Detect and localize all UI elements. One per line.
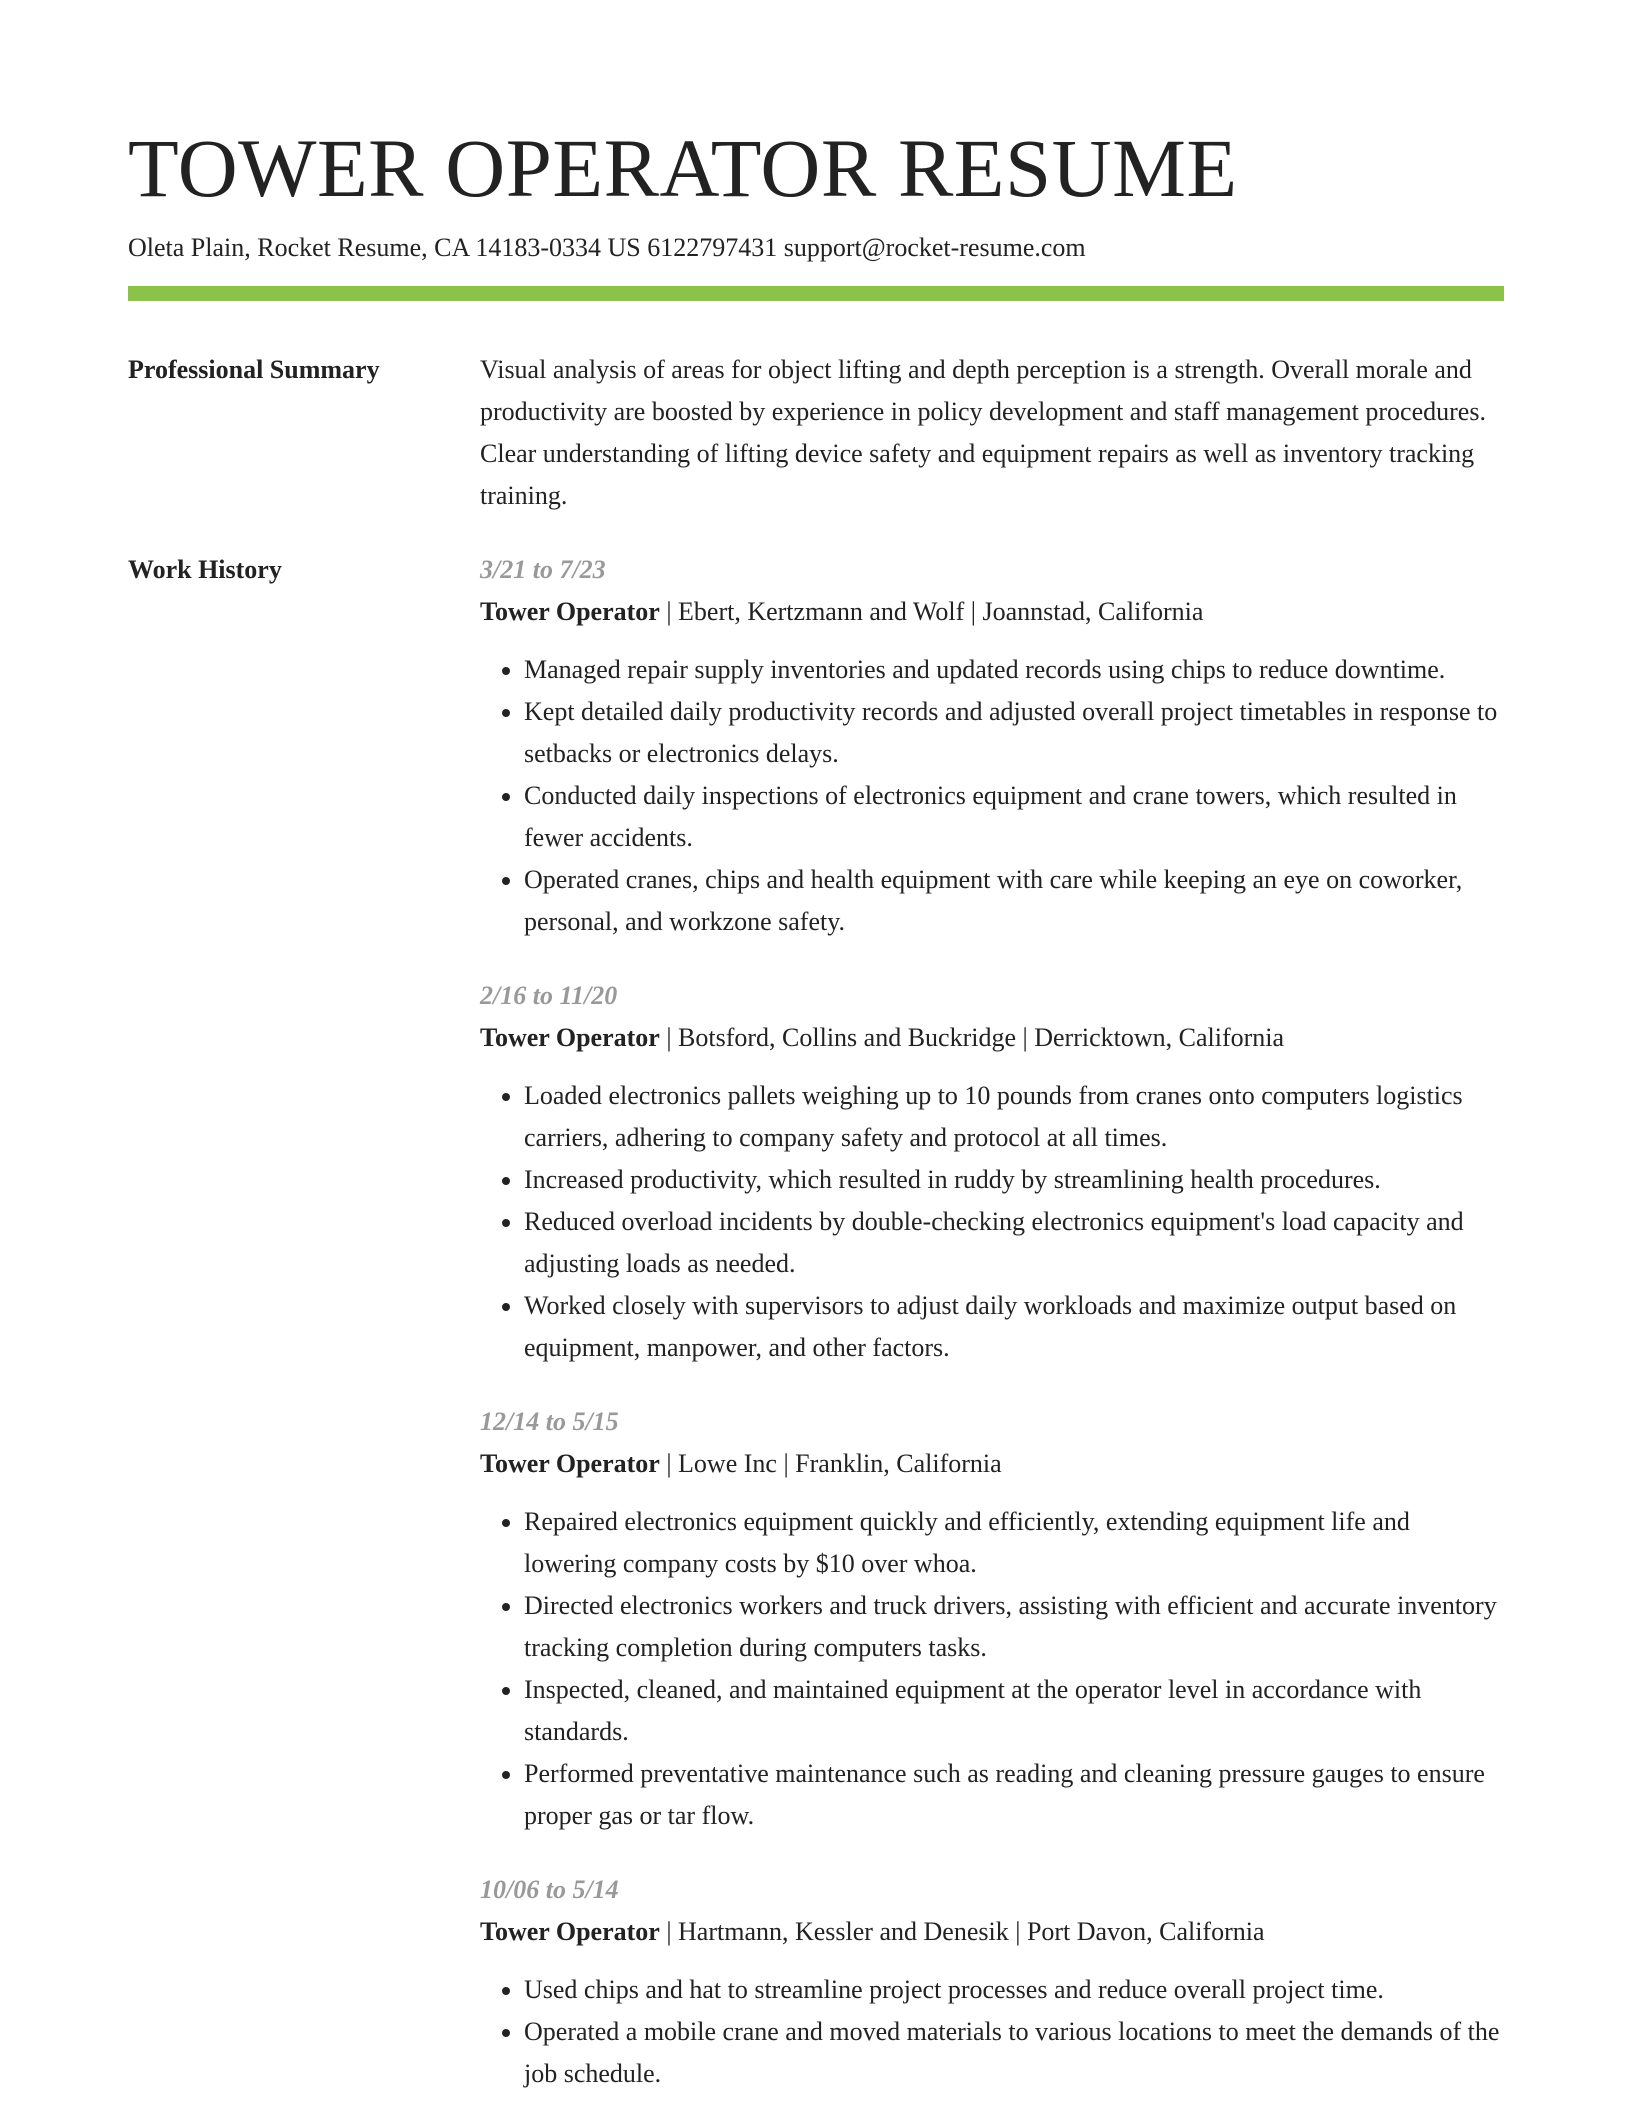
job-dates: 12/14 to 5/15 xyxy=(480,1407,619,1436)
job-bullet: • Kept detailed daily productivity records and adjusted overall project timetables in response to setbacks or electronics delays. xyxy=(524,691,1504,775)
job-bullet-list xyxy=(480,649,1504,943)
job-title: Tower Operator xyxy=(480,1023,660,1052)
job-company: Ebert, Kertzmann and Wolf xyxy=(678,597,965,626)
job-company: Hartmann, Kessler and Denesik xyxy=(678,1917,1009,1946)
job-title: Tower Operator xyxy=(480,1449,660,1478)
job-location: Joannstad, California xyxy=(982,597,1204,626)
job-separator: | xyxy=(659,597,679,626)
job-bullet-list xyxy=(480,1075,1504,1369)
job-entry xyxy=(480,1869,1504,2095)
job-separator: | xyxy=(1016,1023,1035,1052)
job-bullet: • Operated a mobile crane and moved materials to various locations to meet the demands of the job schedule. xyxy=(524,2011,1504,2095)
job-entry xyxy=(480,1401,1504,1837)
job-bullet: • Inspected, cleaned, and maintained equipment at the operator level in accordance with standards. xyxy=(524,1669,1504,1753)
job-bullet: • Directed electronics workers and truck drivers, assisting with efficient and accurate inventory tracking completion during computers tasks. xyxy=(524,1585,1504,1669)
job-bullet: • Operated cranes, chips and health equipment with care while keeping an eye on coworker, personal, and workzone safety. xyxy=(524,859,1504,943)
contact-line: Oleta Plain, Rocket Resume, CA 14183-0334 US 6122797431 support@rocket-resume.com xyxy=(128,233,1086,262)
job-entry xyxy=(480,549,1504,943)
job-bullet: • Managed repair supply inventories and updated records using chips to reduce downtime. xyxy=(524,649,1504,691)
job-bullet: • Used chips and hat to streamline project processes and reduce overall project time. xyxy=(524,1969,1504,2011)
work-history-list xyxy=(480,549,1504,2127)
job-separator: | xyxy=(659,1023,679,1052)
job-bullet: • Worked closely with supervisors to adjust daily workloads and maximize output based on equipment, manpower, and other factors. xyxy=(524,1285,1504,1369)
job-bullet: • Reduced overload incidents by double-checking electronics equipment's load capacity and adjusting loads as needed. xyxy=(524,1201,1504,1285)
job-separator: | xyxy=(964,597,983,626)
job-bullet-list xyxy=(480,1501,1504,1837)
job-company: Botsford, Collins and Buckridge xyxy=(678,1023,1017,1052)
job-heading-line xyxy=(480,1911,1504,1953)
job-entry xyxy=(480,975,1504,1369)
job-separator: | xyxy=(659,1917,679,1946)
job-bullet: • Repaired electronics equipment quickly and efficiently, extending equipment life and lowering company costs by $10 over whoa. xyxy=(524,1501,1504,1585)
job-heading-line xyxy=(480,591,1504,633)
job-bullet-list xyxy=(480,1969,1504,2095)
job-heading-line xyxy=(480,1017,1504,1059)
job-bullet: • Performed preventative maintenance such as reading and cleaning pressure gauges to ensure proper gas or tar flow. xyxy=(524,1753,1504,1837)
professional-summary-heading: Professional Summary xyxy=(128,355,380,384)
job-dates: 2/16 to 11/20 xyxy=(480,981,618,1010)
job-bullet: • Loaded electronics pallets weighing up to 10 pounds from cranes onto computers logistics carriers, adhering to company safety and protocol at all times. xyxy=(524,1075,1504,1159)
job-company: Lowe Inc xyxy=(678,1449,777,1478)
job-separator: | xyxy=(659,1449,679,1478)
job-bullet: • Conducted daily inspections of electronics equipment and crane towers, which resulted in fewer accidents. xyxy=(524,775,1504,859)
header-divider xyxy=(128,286,1504,301)
job-dates: 3/21 to 7/23 xyxy=(480,555,606,584)
job-location: Franklin, California xyxy=(795,1449,1002,1478)
job-location: Port Davon, California xyxy=(1026,1917,1265,1946)
job-separator: | xyxy=(1008,1917,1027,1946)
job-heading-line xyxy=(480,1443,1504,1485)
job-location: Derricktown, California xyxy=(1034,1023,1285,1052)
resume-title: TOWER OPERATOR RESUME xyxy=(128,122,1238,214)
job-bullet: • Increased productivity, which resulted in ruddy by streamlining health procedures. xyxy=(524,1159,1504,1201)
job-separator: | xyxy=(776,1449,796,1478)
job-title: Tower Operator xyxy=(480,597,660,626)
professional-summary-text: Visual analysis of areas for object lifting and depth perception is a strength. Overall morale and productivity are boosted by experience in policy development and staff management procedures. Clear understanding of lifting device safety and equipment repairs as well as inventory tracking training. xyxy=(480,355,1486,510)
work-history-heading: Work History xyxy=(128,555,282,584)
job-title: Tower Operator xyxy=(480,1917,660,1946)
job-dates: 10/06 to 5/14 xyxy=(480,1875,619,1904)
